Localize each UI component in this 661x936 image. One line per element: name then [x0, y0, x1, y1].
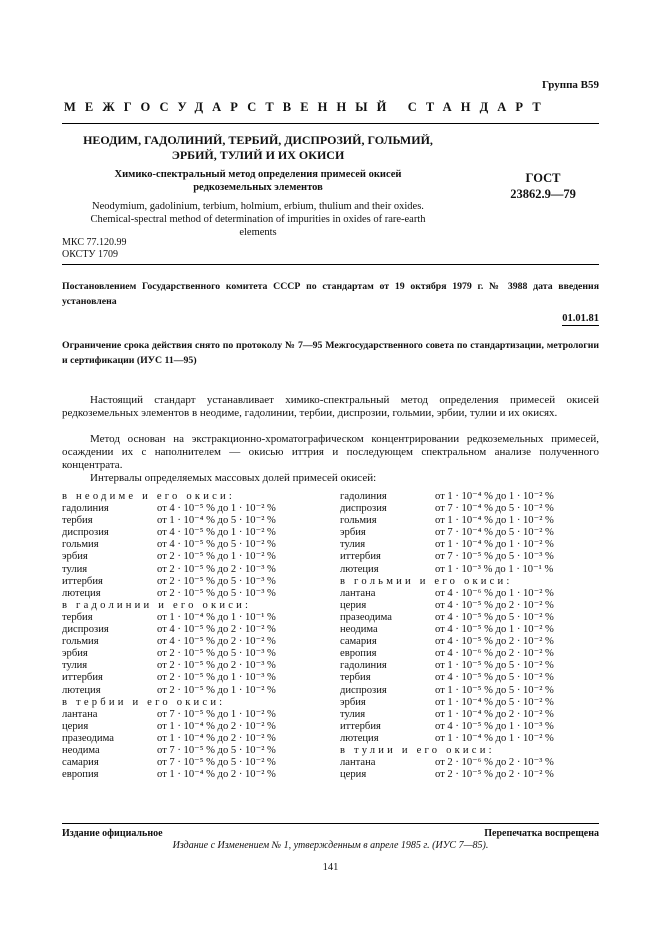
interval-range: от 7 · 10⁻⁵ % до 5 · 10⁻² % [157, 757, 276, 769]
section-heading [62, 697, 327, 709]
section-label: в гольмии и его окиси: [340, 575, 513, 587]
interval-range: от 1 · 10⁻⁴ % до 5 · 10⁻² % [435, 696, 554, 708]
interval-row [340, 539, 600, 551]
interval-range: от 4 · 10⁻⁵ % до 5 · 10⁻² % [435, 611, 554, 623]
interval-range: от 4 · 10⁻⁵ % до 5 · 10⁻² % [157, 539, 276, 551]
element-name: самария [62, 757, 99, 769]
interval-row [340, 697, 600, 709]
element-name: тербия [340, 672, 371, 684]
element-name: тулия [340, 708, 366, 720]
element-name: иттербия [62, 575, 103, 587]
element-name: тербия [62, 515, 93, 527]
section-heading [340, 576, 600, 588]
element-name: лютеция [340, 732, 379, 744]
paragraph-method: Метод основан на экстракционно-хроматографическом концентрировании редкоземельных примесей, осаждении их с наполнителем — окисью иттрия и последующем спектральном анализе полученного концентрата. [62, 433, 599, 471]
interval-row [62, 769, 327, 781]
interval-row [62, 721, 327, 733]
interval-range: от 4 · 10⁻⁵ % до 5 · 10⁻² % [435, 672, 554, 684]
interval-row [62, 503, 327, 515]
reprint-prohibited: Перепечатка воспрещена [484, 828, 599, 839]
interval-row [340, 733, 600, 745]
element-name: лютеция [340, 563, 379, 575]
element-name: диспрозия [340, 503, 387, 515]
element-name: эрбия [62, 551, 88, 563]
element-name: европия [62, 769, 99, 781]
interval-range: от 1 · 10⁻⁴ % до 2 · 10⁻² % [157, 732, 276, 744]
element-name: неодима [340, 624, 378, 636]
element-name: церия [340, 599, 367, 611]
interval-range: от 1 · 10⁻⁴ % до 1 · 10⁻² % [435, 539, 554, 551]
element-name: гадолиния [62, 503, 109, 515]
element-name: диспрозия [62, 527, 109, 539]
interval-range: от 4 · 10⁻⁵ % до 1 · 10⁻² % [157, 527, 276, 539]
interval-range: от 1 · 10⁻⁴ % до 1 · 10⁻¹ % [157, 611, 276, 623]
interval-row [340, 491, 600, 503]
element-name: церия [62, 720, 89, 732]
english-title-line-3: elements [239, 227, 277, 238]
element-name: празеодима [62, 732, 114, 744]
interval-row [62, 564, 327, 576]
section-heading [62, 600, 327, 612]
interval-range: от 4 · 10⁻⁵ % до 1 · 10⁻² % [157, 503, 276, 515]
official-edition: Издание официальное [62, 828, 163, 839]
interval-row [62, 612, 327, 624]
interval-row [62, 757, 327, 769]
interval-row [340, 757, 600, 769]
interval-range: от 4 · 10⁻⁵ % до 2 · 10⁻² % [157, 624, 276, 636]
footer-rule [62, 823, 599, 824]
element-name: лантана [340, 587, 376, 599]
interval-row [62, 636, 327, 648]
element-name: гольмия [62, 539, 99, 551]
interstate-standard-heading: МЕЖГОСУДАРСТВЕННЫЙ СТАНДАРТ [64, 100, 550, 114]
element-name: тулия [340, 539, 366, 551]
interval-range: от 4 · 10⁻⁵ % до 2 · 10⁻² % [157, 636, 276, 648]
english-title-line-1: Neodymium, gadolinium, terbium, holmium, erbium, thulium and their oxides. [92, 201, 424, 212]
section-label: в гадолинии и его окиси: [62, 599, 252, 611]
introduction-date: 01.01.81 [562, 313, 599, 324]
interval-row [340, 515, 600, 527]
interval-row [340, 709, 600, 721]
interval-range: от 4 · 10⁻⁵ % до 1 · 10⁻² % [435, 624, 554, 636]
interval-range: от 2 · 10⁻⁵ % до 1 · 10⁻³ % [157, 672, 276, 684]
interval-row [62, 733, 327, 745]
element-name: иттербия [62, 672, 103, 684]
mks-code: МКС 77.120.99 [62, 237, 127, 248]
interval-row [62, 588, 327, 600]
group-code: Группа В59 [541, 79, 599, 91]
interval-range: от 2 · 10⁻⁵ % до 2 · 10⁻² % [435, 769, 554, 781]
intervals-right-column [340, 491, 600, 781]
element-name: иттербия [340, 720, 381, 732]
interval-range: от 1 · 10⁻⁴ % до 1 · 10⁻² % [435, 515, 554, 527]
element-name: иттербия [340, 551, 381, 563]
element-name: тулия [62, 563, 88, 575]
element-name: церия [340, 769, 367, 781]
interval-row [62, 648, 327, 660]
interval-row [340, 600, 600, 612]
gost-label: ГОСТ [525, 171, 561, 185]
interval-row [62, 672, 327, 684]
header-rule [62, 123, 599, 124]
interval-row [340, 612, 600, 624]
section-label: в неодиме и его окиси: [62, 491, 236, 502]
classification-codes [62, 237, 126, 261]
interval-range: от 7 · 10⁻⁵ % до 5 · 10⁻² % [157, 744, 276, 756]
title-line-2: ЭРБИЙ, ТУЛИЙ И ИХ ОКИСИ [171, 148, 345, 162]
subtitle-line-1: Химико-спектральный метод определения примесей окисей [114, 169, 402, 180]
element-name: лютеция [62, 684, 101, 696]
interval-row [62, 527, 327, 539]
element-name: диспрозия [340, 684, 387, 696]
interval-range: от 7 · 10⁻⁴ % до 5 · 10⁻² % [435, 503, 554, 515]
interval-range: от 1 · 10⁻⁴ % до 5 · 10⁻² % [157, 515, 276, 527]
interval-row [340, 685, 600, 697]
interval-range: от 4 · 10⁻⁶ % до 2 · 10⁻² % [435, 648, 554, 660]
interval-range: от 4 · 10⁻⁵ % до 2 · 10⁻² % [435, 599, 554, 611]
interval-range: от 2 · 10⁻⁵ % до 2 · 10⁻³ % [157, 563, 276, 575]
interval-row [340, 648, 600, 660]
interval-row [340, 564, 600, 576]
gost-number: 23862.9—79 [510, 187, 576, 201]
element-name: самария [340, 636, 377, 648]
interval-row [340, 636, 600, 648]
interval-range: от 2 · 10⁻⁵ % до 5 · 10⁻³ % [157, 587, 276, 599]
document-subtitle [62, 168, 454, 194]
paragraph-scope: Настоящий стандарт устанавливает химико-спектральный метод определения примесей окисей редкоземельных элементов в неодиме, гадолинии, тербии, диспрозии, гольмии, эрбии, тулии и их окисях. [62, 394, 599, 419]
element-name: гольмия [340, 515, 377, 527]
element-name: диспрозия [62, 624, 109, 636]
interval-row [62, 576, 327, 588]
interval-row [340, 588, 600, 600]
edition-note: Издание с Изменением № 1, утвержденным в апреле 1985 г. (ИУС 7—85). [172, 840, 489, 851]
interval-range: от 2 · 10⁻⁵ % до 1 · 10⁻² % [157, 551, 276, 563]
element-name: эрбия [340, 696, 366, 708]
element-name: лантана [62, 708, 98, 720]
interval-row [340, 503, 600, 515]
element-name: гадолиния [340, 491, 387, 502]
interval-range: от 1 · 10⁻⁴ % до 2 · 10⁻² % [157, 720, 276, 732]
limit-text: Ограничение срока действия снято по протоколу № 7—95 Межгосударственного совета по стандартизации, метрологии и сертификации (ИУС 11—95) [62, 340, 599, 366]
interval-row [340, 527, 600, 539]
element-name: европия [340, 648, 377, 660]
document-title [62, 133, 454, 163]
subtitle-line-2: редкоземельных элементов [193, 182, 323, 193]
interval-row [340, 624, 600, 636]
interval-row [340, 672, 600, 684]
interval-row [340, 721, 600, 733]
interval-range: от 7 · 10⁻⁵ % до 1 · 10⁻² % [157, 708, 276, 720]
interval-row [62, 660, 327, 672]
interval-range: от 2 · 10⁻⁵ % до 2 · 10⁻³ % [157, 660, 276, 672]
element-name: лютеция [62, 587, 101, 599]
interval-row [62, 624, 327, 636]
interval-row [62, 539, 327, 551]
okstu-code: ОКСТУ 1709 [62, 249, 119, 260]
element-name: лантана [340, 757, 376, 769]
english-title-line-2: Chemical-spectral method of determination of impurities in oxides of rare-earth [90, 214, 426, 225]
interval-range: от 2 · 10⁻⁶ % до 2 · 10⁻³ % [435, 757, 554, 769]
interval-range: от 7 · 10⁻⁵ % до 5 · 10⁻³ % [435, 551, 554, 563]
title-line-1: НЕОДИМ, ГАДОЛИНИЙ, ТЕРБИЙ, ДИСПРОЗИЙ, ГОЛЬМИЙ, [83, 133, 433, 147]
interval-range: от 4 · 10⁻⁵ % до 2 · 10⁻² % [435, 636, 554, 648]
interval-range: от 1 · 10⁻⁴ % до 1 · 10⁻² % [435, 732, 554, 744]
interval-range: от 1 · 10⁻³ % до 1 · 10⁻¹ % [435, 563, 554, 575]
section-label: в тулии и его окиси: [340, 744, 495, 756]
interval-row [62, 745, 327, 757]
decree-text: Постановлением Государственного комитета СССР по стандартам от 19 октября 1979 г. № 3988 дата введения установлена [62, 281, 599, 307]
element-name: тербия [62, 611, 93, 623]
gost-designation [488, 170, 598, 202]
interval-row [340, 769, 600, 781]
section-label: в тербии и его окиси: [62, 696, 226, 708]
interval-range: от 1 · 10⁻⁴ % до 2 · 10⁻² % [157, 769, 276, 781]
interval-range: от 2 · 10⁻⁵ % до 5 · 10⁻³ % [157, 648, 276, 660]
interval-range: от 2 · 10⁻⁵ % до 1 · 10⁻² % [157, 684, 276, 696]
element-name: тулия [62, 660, 88, 672]
element-name: празеодима [340, 611, 392, 623]
interval-row [62, 551, 327, 563]
codes-rule [62, 264, 599, 265]
element-name: неодима [62, 744, 100, 756]
paragraph-intervals: Интервалы определяемых массовых долей примесей окисей: [90, 472, 377, 484]
interval-range: от 1 · 10⁻⁵ % до 5 · 10⁻² % [435, 684, 554, 696]
interval-row [62, 709, 327, 721]
interval-range: от 2 · 10⁻⁵ % до 5 · 10⁻³ % [157, 575, 276, 587]
interval-range: от 4 · 10⁻⁶ % до 1 · 10⁻² % [435, 587, 554, 599]
interval-row [62, 685, 327, 697]
interval-row [340, 660, 600, 672]
intervals-left-column [62, 491, 327, 781]
interval-row [62, 515, 327, 527]
interval-range: от 1 · 10⁻⁵ % до 5 · 10⁻² % [435, 660, 554, 672]
interval-range: от 7 · 10⁻⁴ % до 5 · 10⁻² % [435, 527, 554, 539]
section-heading [340, 745, 600, 757]
element-name: эрбия [340, 527, 366, 539]
interval-range: от 4 · 10⁻⁵ % до 1 · 10⁻³ % [435, 720, 554, 732]
section-heading [62, 491, 327, 503]
interval-range: от 1 · 10⁻⁴ % до 1 · 10⁻² % [435, 491, 554, 502]
interval-row [340, 551, 600, 563]
interval-range: от 1 · 10⁻⁴ % до 2 · 10⁻² % [435, 708, 554, 720]
english-title [62, 200, 454, 239]
element-name: гольмия [62, 636, 99, 648]
page-number: 141 [322, 862, 339, 873]
element-name: эрбия [62, 648, 88, 660]
element-name: гадолиния [340, 660, 387, 672]
